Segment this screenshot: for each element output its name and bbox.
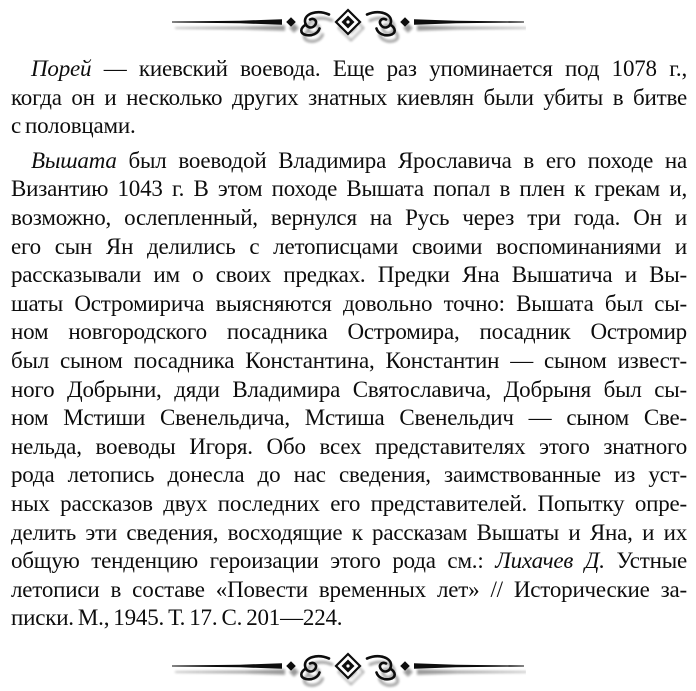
text-line: возможно, ослепленный, вернулся на Русь через три года. Он и (11, 204, 687, 230)
scroll-ornament-icon (170, 651, 526, 691)
text-line: ном Мстиши Свенельдича, Мстиша Свенельдич — сыном Све- (11, 405, 687, 431)
text-line: его сын Ян делились с летописцами своими воспоминаниями и (11, 233, 687, 259)
paragraph (11, 55, 687, 141)
text-line: рассказывали им о своих предках. Предки Яна Вышатича и Вы- (11, 262, 687, 288)
text-line: писки. М., 1945. Т. 17. С. 201—224. (11, 605, 343, 631)
text-line: Вышата был воеводой Владимира Ярославича в его походе на (31, 147, 687, 173)
text-line: Византию 1043 г. В этом походе Вышата попал в плен к грекам и, (11, 176, 687, 202)
italic-term: Вышата (31, 147, 117, 173)
text-line: рода летопись донесла до нас сведения, заимствованные из уст- (11, 462, 687, 488)
italic-term: Порей (31, 56, 92, 81)
text-line: общую тенденцию героизации этого рода см.: Лихачев Д. Устные (11, 548, 687, 574)
text-line: ных рассказов двух последних его представителей. Попытку опре- (11, 490, 687, 516)
text-line: делить эти сведения, восходящие к рассказам Вышаты и Яна, и их (11, 519, 687, 545)
text-line: нельда, воеводы Игоря. Обо всех представителях этого знатного (11, 433, 687, 459)
text-line: был сыном посадника Константина, Константин — сыном извест- (11, 347, 687, 373)
italic-term: Лихачев Д. (495, 548, 605, 574)
bottom-ornament-divider (0, 651, 696, 691)
text-line: когда он и несколько других знатных киевлян были убиты в битве (11, 84, 687, 110)
text-line: с половцами. (11, 113, 136, 139)
text-line: Порей — киевский воевода. Еще раз упоминается под 1078 г., (31, 56, 687, 81)
text-line: шаты Остромирича выясняются довольно точно: Вышата был сы- (11, 290, 687, 316)
paragraph (11, 147, 687, 633)
text-line: ного Добрыни, дяди Владимира Святославича, Добрыня был сы- (11, 376, 687, 402)
text-line: ном новгородского посадника Остромира, посадник Остромир (11, 319, 687, 345)
top-ornament-divider (0, 0, 696, 47)
scroll-ornament-icon (170, 7, 526, 47)
text-line: летописи в составе «Повести временных лет» // Исторические за- (11, 576, 687, 602)
text-block (0, 47, 696, 633)
